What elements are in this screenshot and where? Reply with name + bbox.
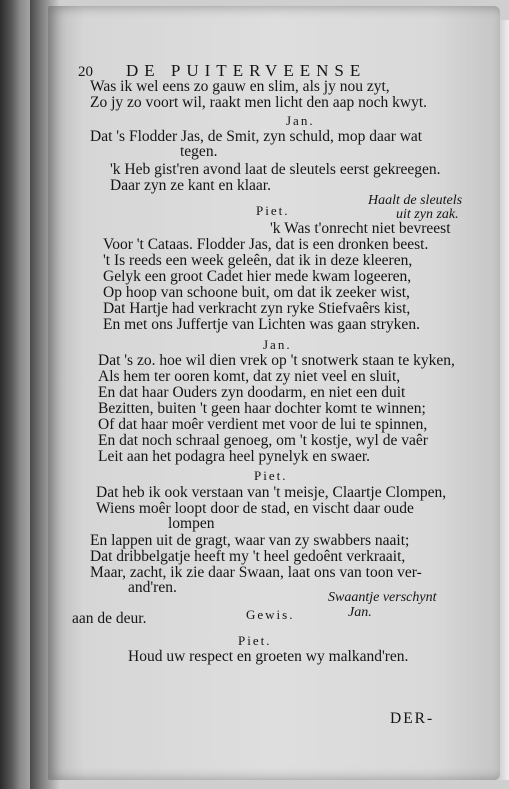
verse-line: Bezitten, buiten 't geen haar dochter komt te winnen;	[98, 400, 426, 417]
catchword: DER-	[390, 710, 435, 727]
verse-line: Dat 's zo. hoe wil dien vrek op 't snotwerk staan te kyken,	[98, 352, 455, 369]
verse-line: Daar zyn ze kant en klaar.	[110, 177, 271, 194]
verse-line: tegen.	[180, 143, 218, 160]
verse-line: Als hem ter ooren komt, dat zy niet veel en sluit,	[98, 368, 401, 385]
verse-line: En met ons Juffertje van Lichten was gaan stryken.	[103, 316, 420, 333]
verse-line: Maar, zacht, ik zie daar Swaan, laat ons van toon ver-	[90, 564, 422, 581]
verse-line: Houd uw respect en groeten wy malkand'ren.	[128, 648, 409, 665]
verse-line: Dat heb ik ook verstaan van 't meisje, Claartje Clompen,	[96, 484, 447, 501]
verse-line: Zo jy zo voort wil, raakt men licht den aap noch kwyt.	[90, 94, 428, 111]
verse-line: En dat noch schraal genoeg, om 't kostje, wyl de vaêr	[98, 432, 428, 449]
verse-line: 'k Was t'onrecht niet bevreest	[270, 220, 451, 237]
speaker-name: Piet.	[256, 203, 290, 218]
verse-line: En dat haar Ouders zyn doodarm, en niet een duit	[98, 384, 406, 401]
verse-line: Dat Hartje had verkracht zyn ryke Stiefvaêrs kist,	[103, 300, 411, 317]
verse-line: 't Is reeds een week geleên, dat ik in deze kleeren,	[103, 252, 413, 269]
speaker-name: Gewis.	[246, 607, 295, 622]
verse-line: Wiens moêr loopt door de stad, en vischt daar oude	[96, 500, 414, 517]
speaker-name: Jan.	[263, 337, 292, 352]
verse-line: Of dat haar moêr verdient met voor de lui te spinnen,	[98, 416, 428, 433]
verse-line: lompen	[168, 515, 215, 532]
verse-line: aan de deur.	[72, 610, 147, 627]
verse-line: Voor 't Cataas. Flodder Jas, dat is een dronken beest.	[103, 236, 429, 253]
speaker-name: Jan.	[286, 113, 315, 128]
book-page	[48, 6, 500, 780]
verse-line: Dat dribbelgatje heeft my 't heel gedoênt verkraait,	[90, 548, 406, 565]
verse-line: En lappen uit de gragt, waar van zy swabbers naait;	[90, 532, 410, 549]
speaker-name: Piet.	[238, 633, 272, 648]
verse-line: Leit aan het podagra heel pynelyk en swaer.	[98, 448, 370, 465]
verse-line: Dat 's Flodder Jas, de Smit, zyn schuld, mop daar wat	[90, 128, 423, 145]
stage-direction: Jan.	[348, 605, 372, 620]
page-number: 20	[78, 64, 93, 80]
stage-direction: uit zyn zak.	[396, 207, 459, 222]
verse-line: Gelyk een groot Cadet hier mede kwam logeeren,	[103, 268, 412, 285]
verse-line: Op hoop van schoone buit, om dat ik zeeker wist,	[103, 284, 410, 301]
running-title: DE PUITERVEENSE	[126, 61, 367, 80]
verse-line: and'ren.	[128, 579, 177, 596]
stage-direction: Swaantje verschynt	[328, 590, 437, 605]
stage-direction: Haalt de sleutels	[368, 193, 463, 208]
verse-line: Was ik wel eens zo gauw en slim, als jy nou zyt,	[90, 78, 390, 95]
speaker-name: Piet.	[254, 468, 288, 483]
verse-line: 'k Heb gist'ren avond laat de sleutels eerst gekreegen.	[110, 161, 441, 178]
